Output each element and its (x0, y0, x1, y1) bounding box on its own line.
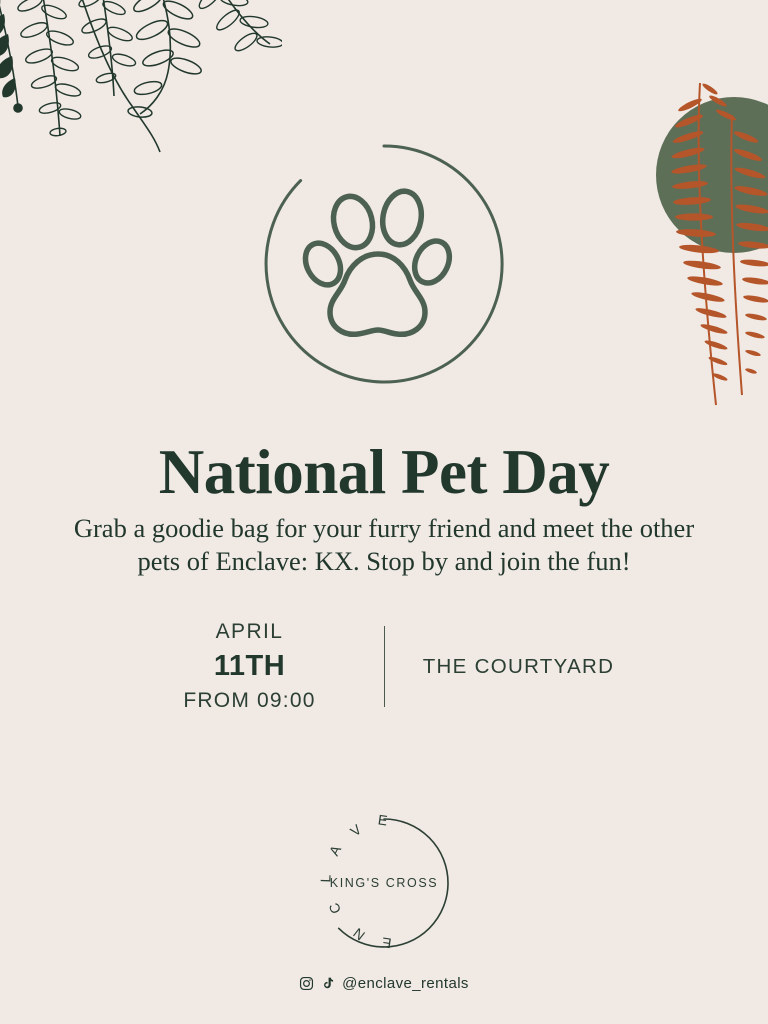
paw-print-icon (260, 140, 508, 388)
event-month: APRIL (215, 620, 284, 643)
page-title: National Pet Day (158, 437, 610, 507)
logo-letter: L (317, 873, 334, 883)
brand-logo (0, 808, 768, 958)
instagram-icon[interactable] (299, 976, 314, 991)
logo-letter: N (349, 924, 368, 944)
headline-block (0, 437, 768, 579)
logo-letter: V (347, 820, 366, 840)
logo-letter: A (325, 841, 345, 859)
event-venue-block (385, 620, 639, 713)
paw-badge (0, 140, 768, 388)
event-venue: THE COURTYARD (422, 654, 615, 678)
logo-letter: E (376, 811, 390, 829)
tiktok-icon[interactable] (321, 976, 335, 991)
event-day: 11TH (213, 650, 286, 682)
logo-center-text: KING'S CROSS (329, 876, 439, 890)
logo-letter: E (379, 934, 393, 952)
event-date-block (130, 620, 384, 713)
event-time: FROM 09:00 (183, 689, 316, 712)
page-subtitle: Grab a goodie bag for your furry friend and meet the other pets of Enclave: KX. Stop by and join the fun! (73, 513, 695, 577)
social-handle[interactable] (0, 975, 768, 992)
logo-letter: C (325, 899, 345, 917)
social-handle-text[interactable]: @enclave_rentals (342, 975, 469, 992)
event-details (0, 620, 768, 713)
